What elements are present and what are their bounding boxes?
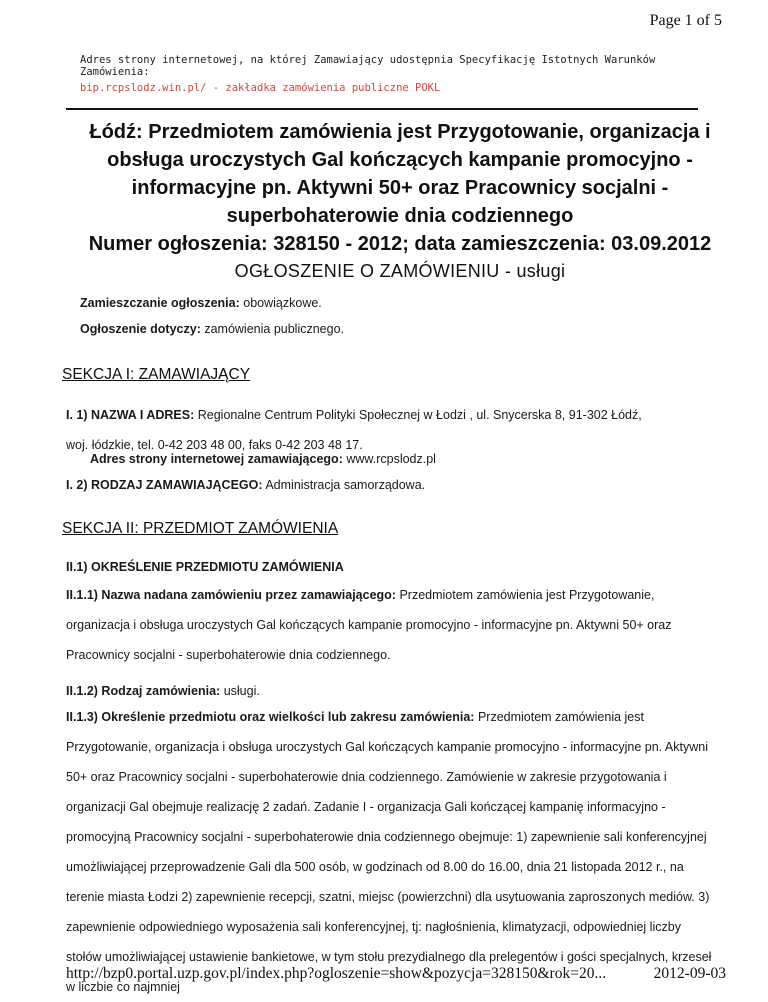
placement-label: Zamieszczanie ogłoszenia: — [80, 296, 240, 310]
intro — [80, 54, 720, 94]
order-kind-label: II.1.2) Rodzaj zamówienia: — [66, 684, 221, 698]
concerns-value: zamówienia publicznego. — [204, 322, 345, 336]
announcement-number: Numer ogłoszenia: 328150 - 2012; data zamieszczenia: 03.09.2012 — [88, 233, 712, 255]
intro-text: Adres strony internetowej, na której Zamawiający udostępnia Specyfikację Istotnych Warunków Zamówienia: — [80, 54, 656, 78]
title-line: Łódź: Przedmiotem zamówienia jest Przygotowanie, organizacja i — [89, 121, 711, 143]
orderer-address-value: woj. łódzkie, tel. 0-42 203 48 00, faks 0-42 203 48 17. — [66, 438, 363, 452]
footer-url-link[interactable]: http://bzp0.portal.uzp.gov.pl/index.php?ogloszenie=show&pozycja=328150&rok=20... — [66, 965, 607, 982]
subject-subheading — [66, 560, 716, 574]
page-footer — [66, 965, 726, 983]
orderer-type-field — [66, 478, 425, 492]
orderer-name-address — [66, 400, 716, 460]
order-kind-value: usługi. — [223, 684, 260, 698]
title-line: obsługa uroczystych Gal kończących kampanie promocyjno - — [107, 149, 693, 171]
subject-subheading-text: II.1) OKREŚLENIE PRZEDMIOTU ZAMÓWIENIA — [66, 560, 344, 574]
placement-field — [80, 296, 322, 310]
orderer-type-label: I. 2) RODZAJ ZAMAWIAJĄCEGO: — [66, 478, 263, 492]
section-1-heading: SEKCJA I: ZAMAWIAJĄCY — [62, 366, 251, 383]
title-line: superbohaterowie dnia codziennego — [226, 205, 574, 227]
order-scope-block — [66, 702, 716, 1002]
orderer-name-label: I. 1) NAZWA I ADRES: — [66, 408, 195, 422]
divider — [66, 108, 698, 110]
website-field — [90, 452, 436, 466]
intro-link[interactable]: bip.rcpslodz.win.pl/ - zakładka zamówienia publiczne POKL — [80, 82, 441, 94]
order-name-label: II.1.1) Nazwa nadana zamówieniu przez zamawiającego: — [66, 588, 396, 602]
order-name-block — [66, 580, 716, 670]
document-title — [70, 118, 730, 284]
orderer-type-value: Administracja samorządowa. — [265, 478, 426, 492]
page-number: Page 1 of 5 — [649, 12, 722, 29]
placement-value: obowiązkowe. — [243, 296, 322, 310]
section-2-heading: SEKCJA II: PRZEDMIOT ZAMÓWIENIA — [62, 520, 339, 537]
concerns-label: Ogłoszenie dotyczy: — [80, 322, 201, 336]
order-kind-field — [66, 684, 260, 698]
website-label: Adres strony internetowej zamawiającego: — [90, 452, 343, 466]
order-name-value: Przedmiotem zamówienia jest Przygotowanie, organizacja i obsługa uroczystych Gal kończących kampanie promocyjno - informacyjne pn. Aktywni 50+ oraz Pracownicy socjalni - superbohaterowie dnia codziennego. — [66, 588, 672, 662]
concerns-field — [80, 322, 344, 336]
title-line: informacyjne pn. Aktywni 50+ oraz Pracownicy socjalni - — [131, 177, 669, 199]
order-scope-value: Przedmiotem zamówienia jest Przygotowanie, organizacja i obsługa uroczystych Gal kończących kampanie promocyjno - informacyjne pn. Aktywni 50+ oraz Pracownicy socjalni - superbohaterowie dnia codziennego. Zamówienie w zakresie przygotowania i organizacji Gal obejmuje realizację 2 zadań. Zadanie I - organizacja Gali kończącej kampanię informacyjno - promocyjną Pracownicy socjalni - superbohaterowie dnia codziennego obejmuje: 1) zapewnienie sali konferencyjnej umożliwiającej przeprowadzenie Gali dla 500 osób, w godzinach od 8.00 do 16.00, dnia 21 listopada 2012 r., na terenie miasta Łodzi 2) zapewnienie recepcji, szatni, miejsc (powierzchni) dla usytuowania zaproszonych mediów. 3) zapewnienie odpowiedniego wyposażenia sali konferencyjnej, tj: nagłośnienia, klimatyzacji, odpowiedniej liczby stołów umożliwiającej ustawienie bankietowe, w tym stołu prezydialnego dla prelegentów i gości specjalnych, krzeseł w liczbie co najmniej — [66, 710, 712, 994]
website-link[interactable]: www.rcpslodz.pl — [346, 452, 436, 466]
orderer-name-value: Regionalne Centrum Polityki Społecznej w Łodzi , ul. Snycerska 8, 91-302 Łódź, — [197, 408, 642, 422]
footer-date: 2012-09-03 — [653, 965, 726, 982]
document-subtitle: OGŁOSZENIE O ZAMÓWIENIU - usługi — [234, 261, 566, 281]
order-scope-label: II.1.3) Określenie przedmiotu oraz wielkości lub zakresu zamówienia: — [66, 710, 475, 724]
